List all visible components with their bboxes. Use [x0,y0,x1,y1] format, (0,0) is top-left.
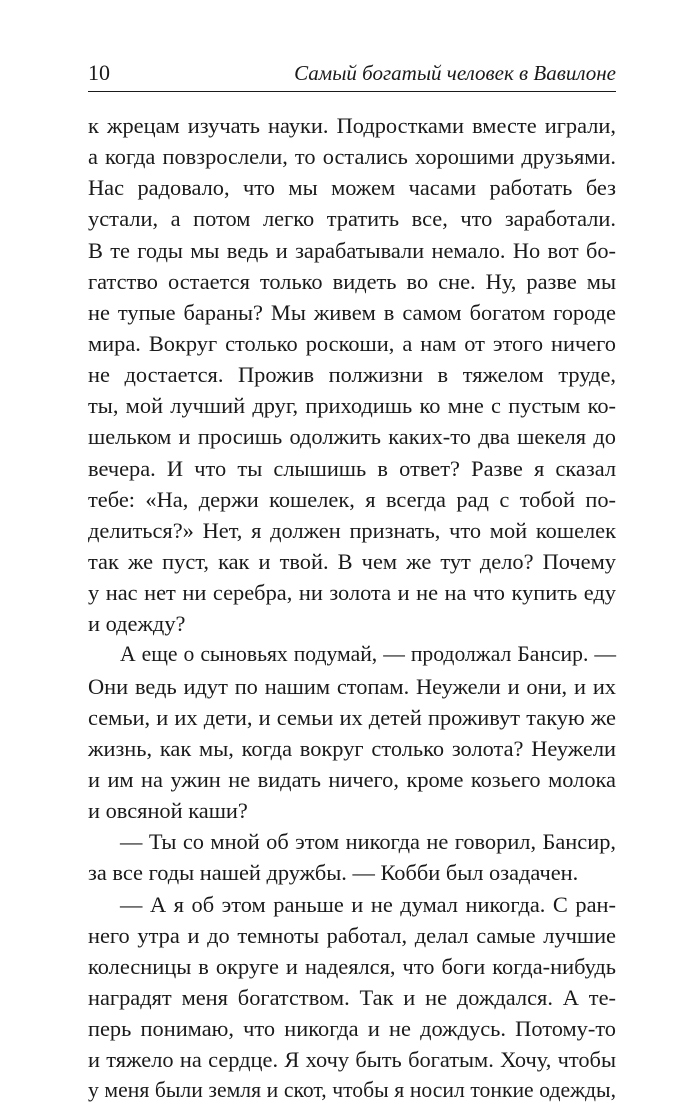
text-line: наградят меня богатством. Так и не дождался. А те- [88,984,616,1010]
header-rule [88,91,616,92]
text-line: не достается. Прожив полжизни в тяжелом труде, [88,362,616,388]
text-line: ты, мой лучший друг, приходишь ко мне с пустым ко- [88,393,616,419]
text-line: вечера. И что ты слышишь в ответ? Разве я сказал [88,455,616,481]
text-line: не тупые бараны? Мы живем в самом богатом городе [88,299,616,325]
text-line: перь понимаю, что никогда и не дождусь. Потому-то [88,1016,616,1042]
text-line: А еще о сыновьях подумай, — продолжал Бансир. — [120,642,616,667]
text-line: семьи, и их дети, и семьи их детей проживут такую же [88,704,616,730]
text-line: — А я об этом раньше и не думал никогда. С ран- [120,891,616,917]
text-line: а когда повзрослели, то остались хорошими друзьями. [88,144,616,170]
text-line: жизнь, как мы, когда вокруг столько золота? Неужели [88,735,616,761]
text-line: так же пуст, как и твой. В чем же тут дело? Почему [88,548,616,574]
running-title: Самый богатый человек в Вавилоне [294,61,616,85]
text-line: шельком и просишь одолжить каких-то два шекеля до [88,424,616,450]
text-line: и овсяной каши? [88,798,248,824]
text-line: мира. Вокруг столько роскоши, а нам от этого ничего [88,330,616,356]
text-line: — Ты со мной об этом никогда не говорил, Бансир, [120,829,616,855]
text-line: у нас нет ни серебра, ни золота и не на что купить еду [88,580,616,606]
page-number: 10 [88,60,110,85]
text-line: и им на ужин не видать ничего, кроме козьего молока [88,766,616,792]
text-line: колесницы в округе и надеялся, что боги когда-нибудь [88,953,616,979]
text-line: устали, а потом легко тратить все, что заработали. [88,206,616,232]
text-line: у меня были земля и скот, чтобы я носил тонкие одежды, [88,1078,616,1103]
page-header [88,60,616,86]
text-line: тебе: «На, держи кошелек, я всегда рад с тобой по- [88,486,616,512]
text-line: него утра и до темноты работал, делал самые лучшие [88,922,616,948]
body-text [88,110,616,1107]
text-line: Нас радовало, что мы можем часами работать без [88,175,616,201]
text-line: и одежду? [88,611,186,637]
text-line: делиться?» Нет, я должен признать, что мой кошелек [88,517,616,543]
text-line: В те годы мы ведь и зарабатывали немало. Но вот бо- [88,237,616,263]
text-line: и тяжело на сердце. Я хочу быть богатым. Хочу, чтобы [88,1047,616,1073]
text-line: за все годы нашей дружбы. — Кобби был озадачен. [88,860,579,886]
text-line: гатство остается только видеть во сне. Ну, разве мы [88,268,616,294]
text-line: Они ведь идут по нашим стопам. Неужели и они, и их [88,673,616,699]
text-line: к жрецам изучать науки. Подростками вместе играли, [88,113,616,138]
